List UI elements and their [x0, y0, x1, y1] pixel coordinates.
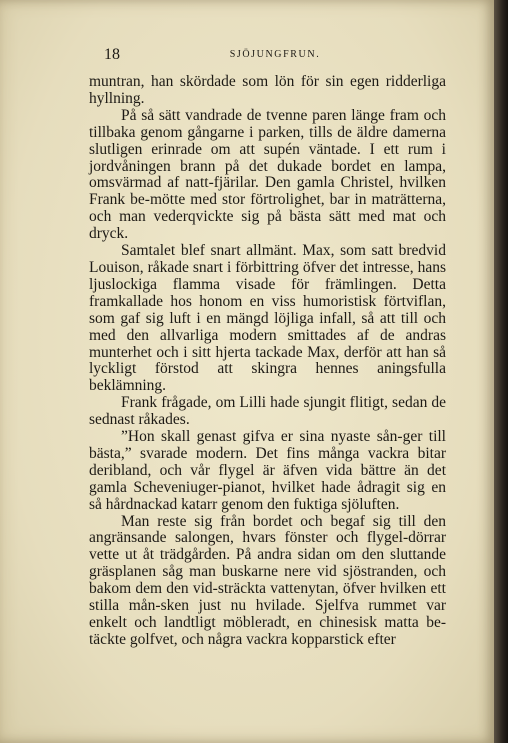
paragraph: På så sätt vandrade de tvenne paren länge fram och tillbaka genom gångarne i parken, tills de äldre damerna slutligen erinrade om att supén väntade. I ett rum i jordvåningen brann på det dukade bordet en lampa, omsvärmad af natt-fjärilar. Den gamla Christel, hvilken Frank be-mötte med stor förtrolighet, bar in maträtterna, och man vederqvickte sig på bästa sätt med mat och dryck. [89, 106, 446, 243]
paragraph: muntran, han skördade som lön för sin egen ridderliga hyllning. [89, 73, 446, 107]
paragraph: Man reste sig från bordet och begaf sig till den angränsande salongen, hvars fönster och flygel-dörrar vette ut åt trädgården. På andra sidan om den sluttande gräsplanen såg man buskarne nere vid sjöstranden, och bakom dem den vid-sträckta vattenytan, öfver hvilken ett stilla mån-sken just nu hvilade. Sjelfva rummet var enkelt och landtligt möbleradt, en chinesisk matta be-täckte golfvet, och några vackra kopparstick efter [89, 512, 446, 648]
page-number: 18 [104, 46, 120, 63]
paragraph: Frank frågade, om Lilli hade sjungit flitigt, sedan de sednast råkades. [89, 394, 446, 429]
body-text [89, 74, 446, 649]
page-header [104, 46, 446, 64]
running-head: SJÖJUNGFRUN. [229, 49, 321, 60]
paragraph: ”Hon skall genast gifva er sina nyaste sån-ger till bästa,” svarade modern. Det fins många vackra bitar deribland, och vår flygel är äfven vida bättre än det gamla Scheveniuger-pianot, hvilket hade ådragit sig en så hårdnackad katarr genom den fuktiga sjöluften. [89, 428, 446, 513]
paragraph: Samtalet blef snart allmänt. Max, som satt bredvid Louison, råkade snart i förbittring öfver det intresse, hans ljuslockiga flamma visade för främlingen. Detta framkallade hos honom en viss humoristisk förtviflan, som gaf sig luft i en mängd löjliga infall, så att till och med den allvarliga modern smittades af de andras munterhet och i sitt hjerta tackade Max, derför att han så lyckligt förstod att skingra hennes aningsfulla beklämning. [89, 242, 446, 395]
page-edge-shadow [494, 0, 508, 743]
